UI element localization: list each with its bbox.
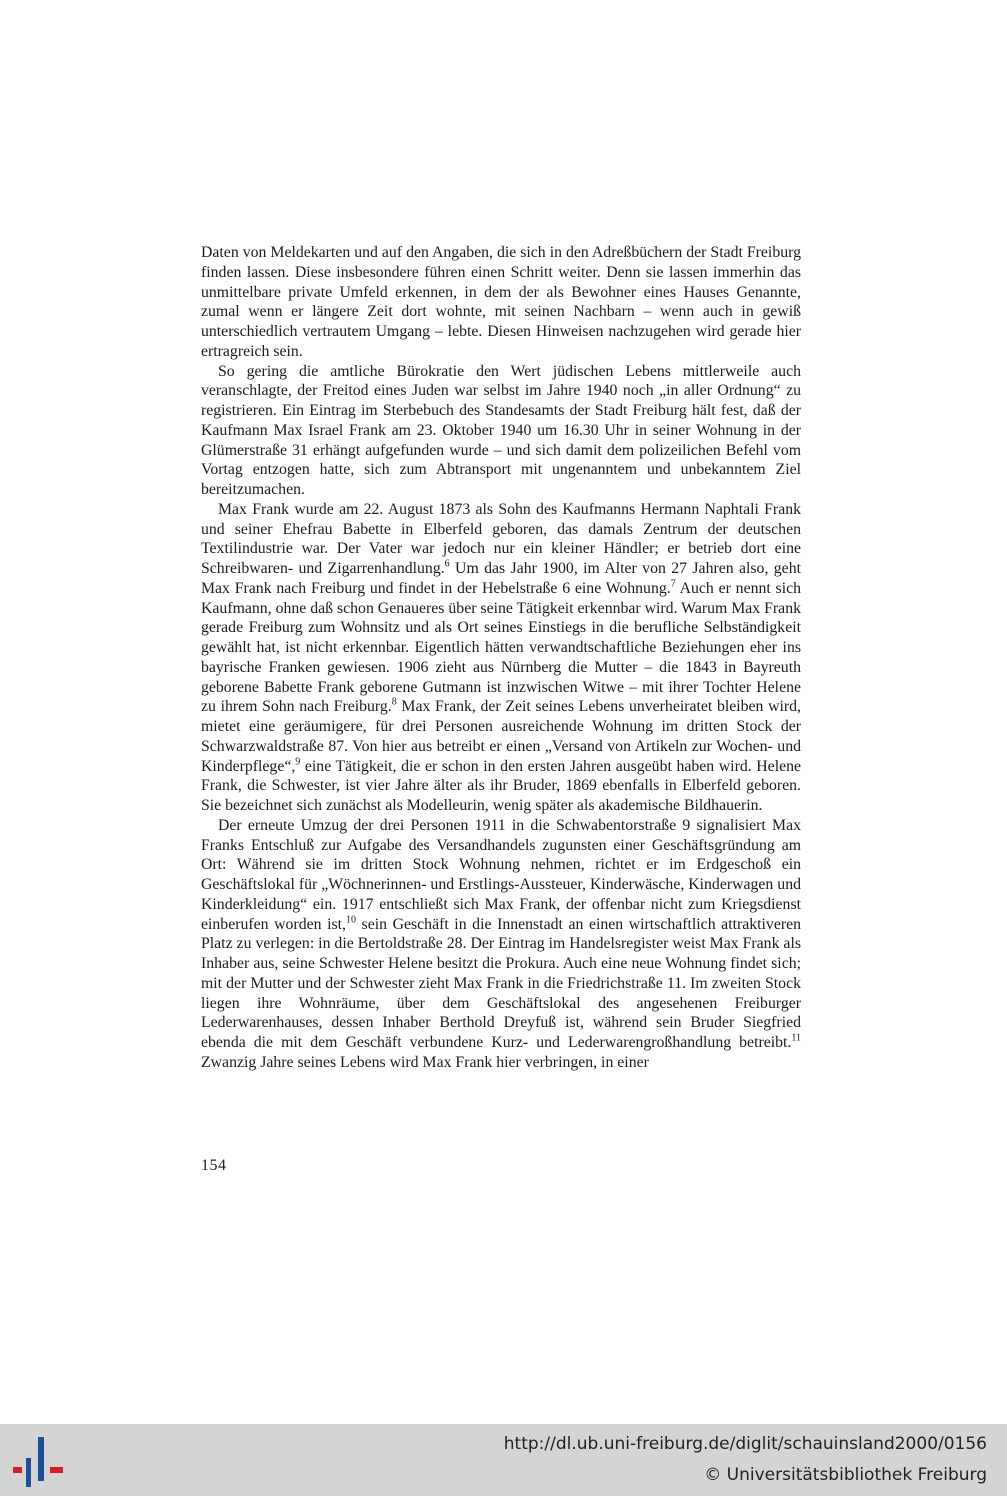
body-paragraph: [201, 362, 801, 500]
body-paragraph: [201, 816, 801, 1073]
footnote-marker: 8: [391, 696, 397, 708]
paragraph-text: Max Frank wurde am 22. August 1873 als Sohn des Kaufmanns Hermann Naphtali Frank und seiner Ehefrau Babette in Elberfeld geboren, das damals Zentrum der deutschen Textilindustrie war. Der Vater war jedoch nur ein kleiner Händler; er betrieb dort eine Schreibwaren- und Zigarrenhandlung.: [201, 500, 801, 577]
paragraph-text: Der erneute Umzug der drei Personen 1911 in die Schwabentorstraße 9 signalisiert Max Franks Entschluß zur Aufgabe des Versandhandels zugunsten einer Geschäftsgründung am Ort: Während sie im dritten Stock Wohnung nehmen, richtet er im Erdgeschoß ein Geschäftslokal für „Wöchnerinnen- und Erstlings-Aussteuer, Kinderwäsche, Kinderwagen und Kinderkleidung“ ein. 1917 entschließt sich Max Frank, der offenbar nicht zum Kriegsdienst einberufen worden ist,: [201, 816, 801, 933]
paragraph-text: Zwanzig Jahre seines Lebens wird Max Frank hier verbringen, in einer: [201, 1053, 649, 1071]
paragraph-text: So gering die amtliche Bürokratie den Wert jüdischen Lebens mittlerweile auch veranschlagte, der Freitod eines Juden war selbst im Jahre 1940 noch „in aller Ordnung“ zu registrieren. Ein Eintrag im Sterbebuch des Standesamts der Stadt Freiburg hält fest, daß der Kaufmann Max Israel Frank am 23. Oktober 1940 um 16.30 Uhr in seiner Wohnung in der Glümerstraße 31 erhängt aufgefunden wurde – und sich damit dem polizeilichen Befehl vom Vortag entzogen hatte, sich zum Abtransport mit ungenanntem und unbekanntem Ziel bereitzumachen.: [201, 362, 801, 498]
footnote-marker: 10: [345, 914, 356, 926]
footer-url-link[interactable]: http://dl.ub.uni-freiburg.de/diglit/schauinsland2000/0156: [503, 1434, 987, 1454]
page-body-text: [201, 243, 801, 1073]
paragraph-text: Max Frank, der Zeit seines Lebens unverheiratet bleiben wird, mietet eine geräumigere, für drei Personen ausreichende Wohnung im dritten Stock der Schwarzwaldstraße 87. Von hier aus betreibt er einen „Versand von Artikeln zur Wochen- und Kinderpflege“,: [201, 698, 801, 775]
page-number: 154: [201, 1157, 227, 1174]
footnote-marker: 9: [295, 756, 301, 768]
paragraph-text: Auch er nennt sich Kaufmann, ohne daß schon Genaueres über seine Tätigkeit erkennbar wird. Warum Max Frank gerade Freiburg zum Wohnsitz und als Ort seines Einstiegs in die berufliche Selbständigkeit gewählt hat, ist nicht erkennbar. Eigentlich hätten verwandtschaftliche Beziehungen eher ins bayrische Franken gewiesen. 1906 zieht aus Nürnberg die Mutter – die 1843 in Bayreuth geborene Babette Frank geborene Gutmann ist inzwischen Witwe – mit ihrer Tochter Helene zu ihrem Sohn nach Freiburg.: [201, 579, 801, 716]
paragraph-text: Daten von Meldekarten und auf den Angaben, die sich in den Adreßbüchern der Stadt Freiburg finden lassen. Diese insbesondere führen einen Schritt weiter. Denn sie lassen immerhin das unmittelbare private Umfeld erkennen, in dem der als Bewohner eines Hauses Genannte, zumal wenn er längere Zeit dort wohnte, mit seinen Nachbarn – wenn auch in gewiß unterschiedlich vertrautem Umgang – lebte. Diesen Hinweisen nachzugehen wird gerade hier ertragreich sein.: [201, 244, 801, 360]
paragraph-text: Um das Jahr 1900, im Alter von 27 Jahren also, geht Max Frank nach Freiburg und findet in der Hebelstraße 6 eine Wohnung.: [201, 560, 801, 597]
paragraph-text: eine Tätigkeit, die er schon in den ersten Jahren ausgeübt haben wird. Helene Frank, die Schwester, ist vier Jahre älter als ihr Bruder, 1869 ebenfalls in Elberfeld geboren. Sie bezeichnet sich zunächst als Modelleurin, wenig später als akademische Bildhauerin.: [201, 757, 801, 814]
body-paragraph: [201, 243, 801, 362]
ub-freiburg-logo-icon[interactable]: [13, 1437, 65, 1487]
body-paragraph: [201, 500, 801, 816]
paragraph-text: sein Geschäft in die Innenstadt an einen wirtschaftlich attraktiveren Platz zu verlegen: in die Bertoldstraße 28. Der Eintrag im Handelsregister weist Max Frank als Inhaber aus, seine Schwester Helene besitzt die Prokura. Auch eine neue Wohnung findet sich; mit der Mutter und der Schwester zieht Max Frank in die Friedrichstraße 11. Im zweiten Stock liegen ihre Wohnräume, über dem Geschäftslokal des angesehenen Freiburger Lederwarenhauses, dessen Inhaber Berthold Dreyfuß ist, während sein Bruder Siegfried ebenda die mit dem Geschäft verbundene Kurz- und Lederwarengroßhandlung betreibt.: [201, 915, 801, 1051]
footer-copyright: © Universitätsbibliothek Freiburg: [704, 1465, 987, 1485]
footnote-marker: 11: [791, 1032, 801, 1044]
footnote-marker: 6: [444, 558, 450, 570]
footer-bar: [0, 1424, 1007, 1496]
footnote-marker: 7: [670, 578, 676, 590]
